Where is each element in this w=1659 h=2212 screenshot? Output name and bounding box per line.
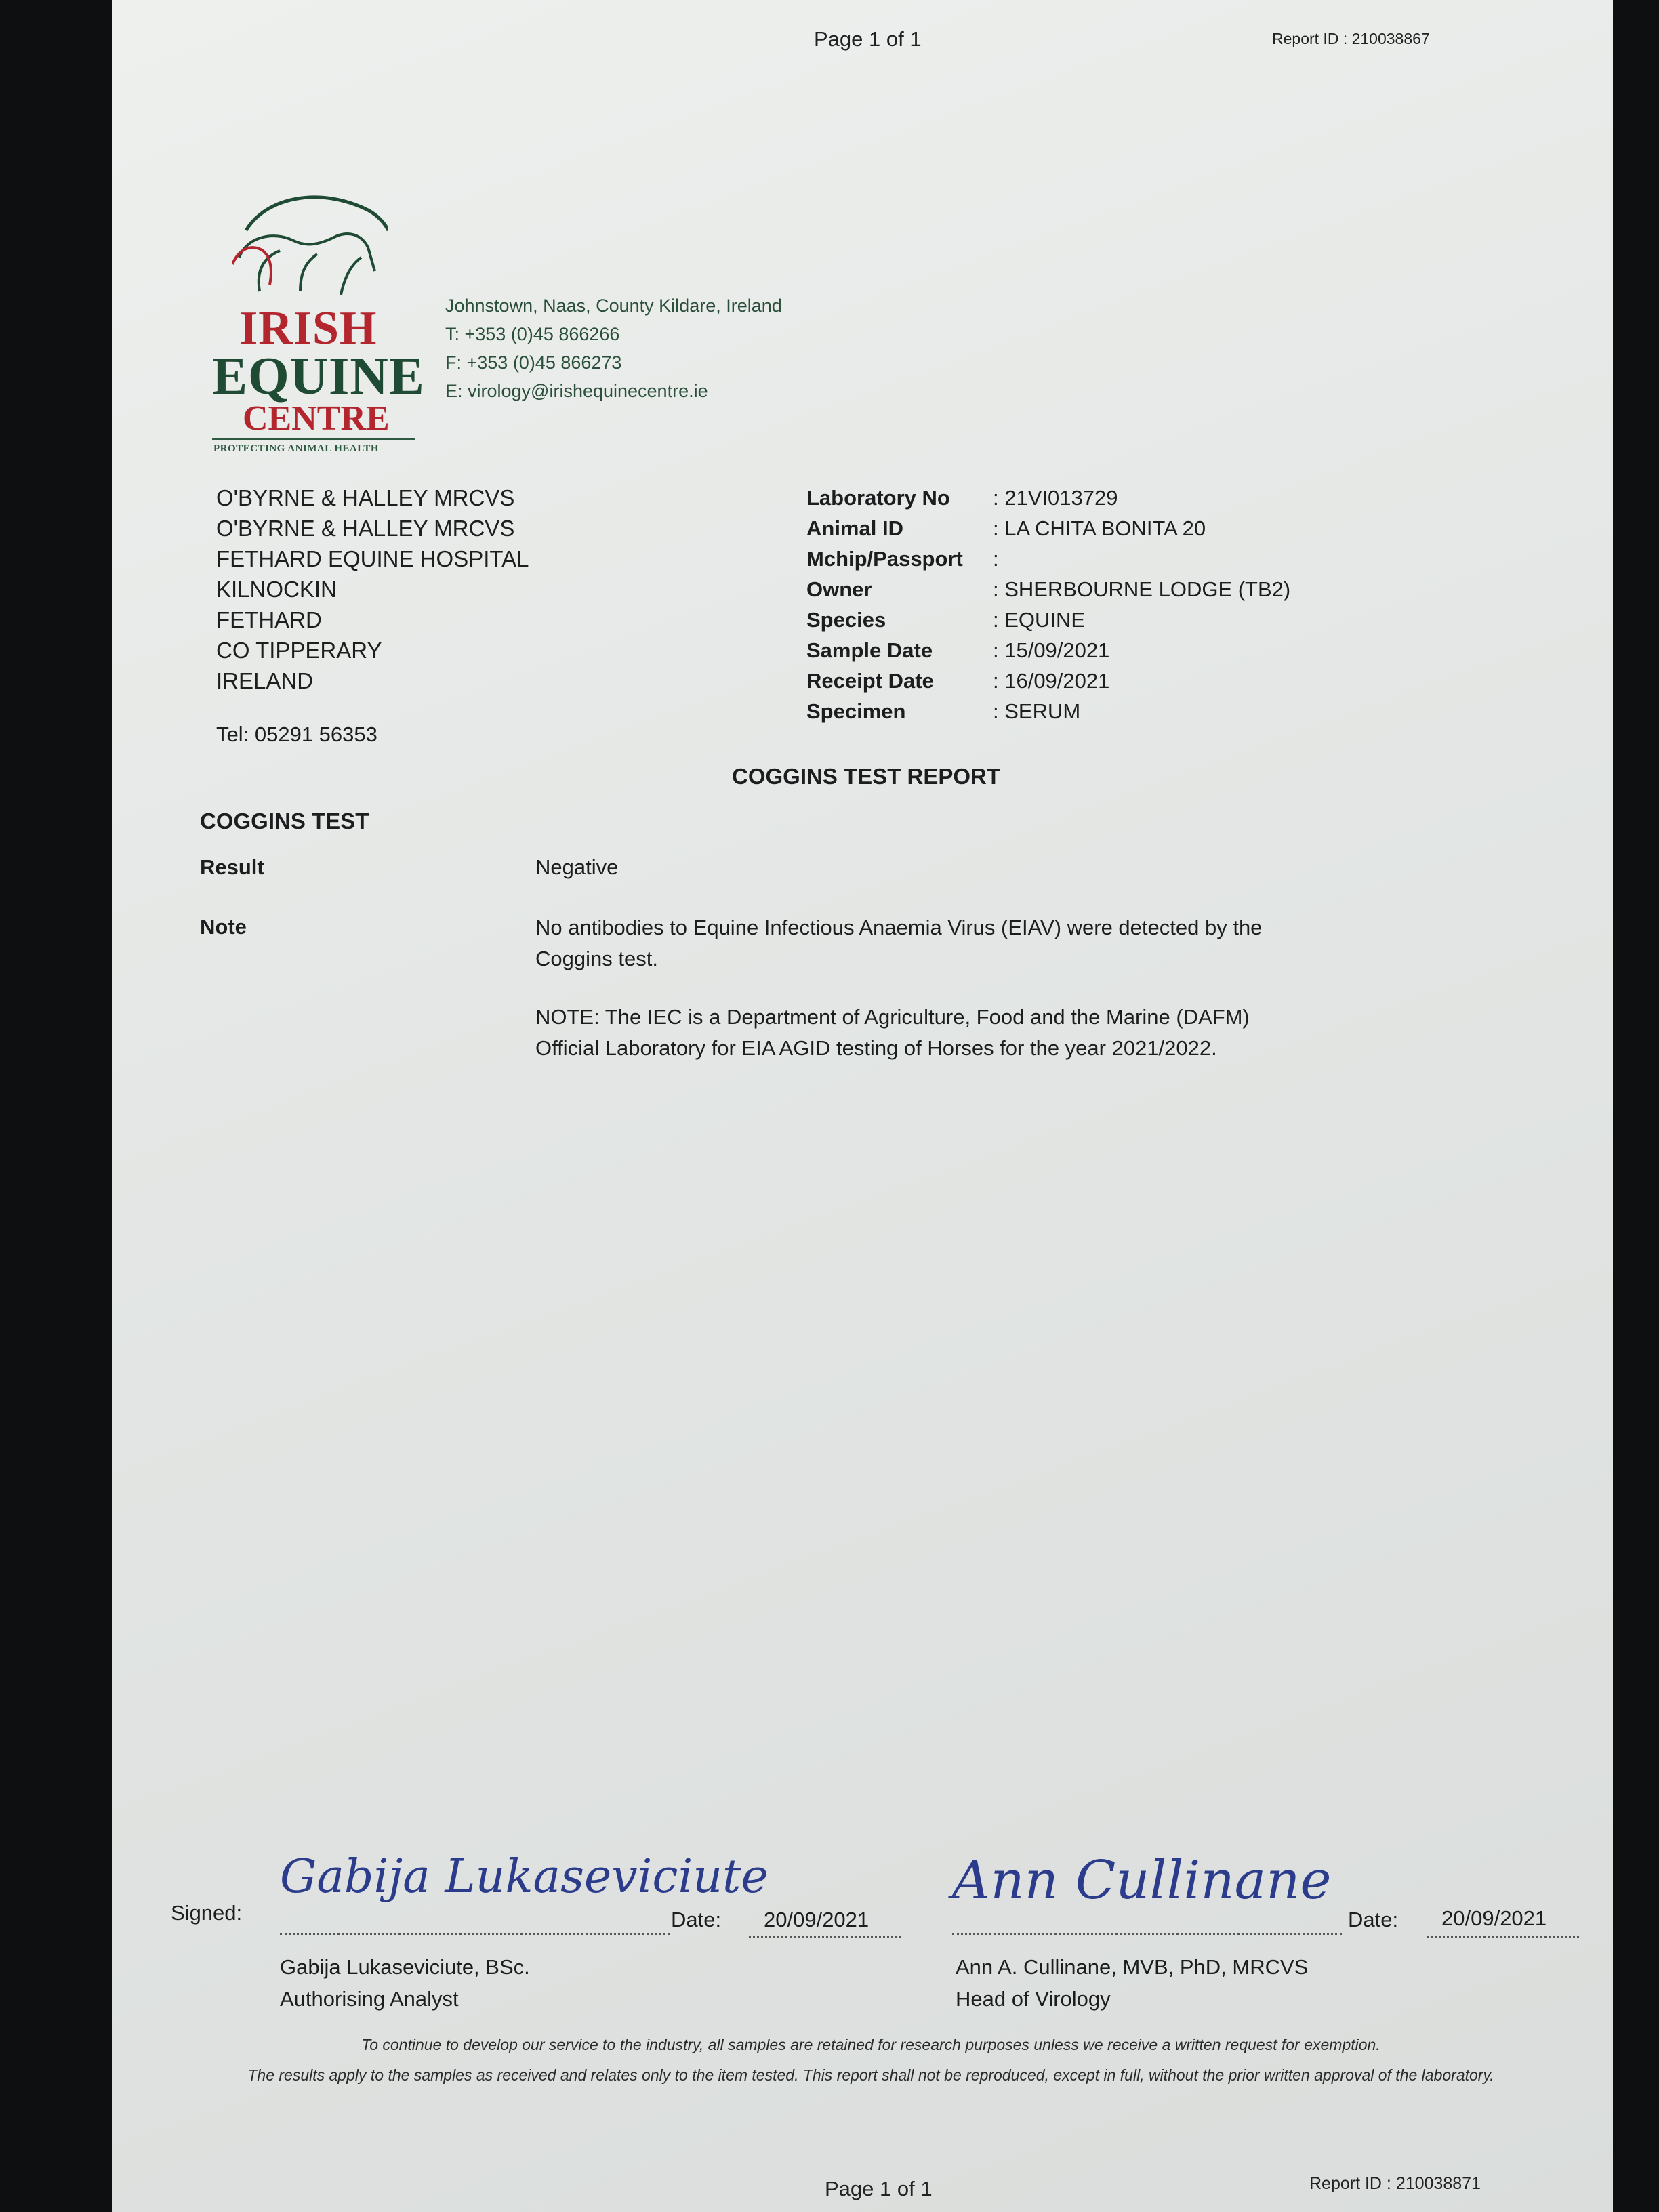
date-right: 20/09/2021 <box>1441 1906 1547 1930</box>
sample-value: : 21VI013729 <box>993 486 1118 510</box>
sample-value: : SHERBOURNE LODGE (TB2) <box>993 577 1291 601</box>
horse-logo-icon <box>232 183 388 298</box>
centre-fax: F: +353 (0)45 866273 <box>445 352 622 373</box>
head-signature-line <box>952 1933 1342 1936</box>
analyst-signature-line <box>280 1933 670 1936</box>
disclaimer-line-2: The results apply to the samples as received and relates only to the item tested. This report shall not be reproduced, except in full, without the prior written approval of the laboratory. <box>247 2066 1494 2084</box>
date-label-left: Date: <box>671 1908 722 1931</box>
logo-tagline: PROTECTING ANIMAL HEALTH <box>213 443 379 454</box>
disclaimer <box>247 2030 1494 2091</box>
analyst-name: Gabija Lukaseviciute, BSc. <box>280 1955 530 1979</box>
disclaimer-line-1: To continue to develop our service to the industry, all samples are retained for research purposes unless we receive a written request for exemption. <box>361 2036 1380 2053</box>
sample-value: : EQUINE <box>993 608 1086 632</box>
head-name: Ann A. Cullinane, MVB, PhD, MRCVS <box>956 1955 1309 1979</box>
sample-label: Sample Date <box>806 638 933 662</box>
logo-word-equine: EQUINE <box>212 346 425 405</box>
recipient-tel: Tel: 05291 56353 <box>216 722 377 746</box>
recipient-address <box>216 483 529 696</box>
sample-label: Mchip/Passport <box>806 547 963 571</box>
address-line: KILNOCKIN <box>216 577 337 602</box>
sample-label: Specimen <box>806 699 906 723</box>
sample-value: : 16/09/2021 <box>993 669 1110 693</box>
report-page <box>112 0 1613 2212</box>
sample-row <box>806 605 1290 635</box>
address-line: CO TIPPERARY <box>216 638 382 663</box>
sample-row <box>806 544 1290 574</box>
sample-row <box>806 696 1290 726</box>
logo-word-irish: IRISH <box>239 302 377 354</box>
sample-label: Receipt Date <box>806 669 934 693</box>
sample-label: Species <box>806 608 886 632</box>
centre-email[interactable]: E: virology@irishequinecentre.ie <box>445 381 708 401</box>
sample-label: Owner <box>806 577 872 601</box>
centre-address: Johnstown, Naas, County Kildare, Ireland <box>445 295 782 316</box>
dafm-note-text: NOTE: The IEC is a Department of Agriculture, Food and the Marine (DAFM) Official Laboratory for EIA AGID testing of Horses for the year 2021/2022. <box>535 1005 1250 1060</box>
address-line: IRELAND <box>216 668 314 693</box>
analyst-role: Authorising Analyst <box>280 1987 459 2011</box>
sample-label: Laboratory No <box>806 486 950 510</box>
address-line: O'BYRNE & HALLEY MRCVS <box>216 485 515 510</box>
address-line: FETHARD <box>216 607 322 632</box>
sample-value: : <box>993 547 999 571</box>
date-left: 20/09/2021 <box>764 1908 869 1931</box>
sample-value: : SERUM <box>993 699 1081 723</box>
sample-row <box>806 483 1290 513</box>
address-line: FETHARD EQUINE HOSPITAL <box>216 546 529 571</box>
head-role: Head of Virology <box>956 1987 1111 2011</box>
date-label-right: Date: <box>1348 1908 1399 1931</box>
sample-row <box>806 513 1290 544</box>
page-number-bottom: Page 1 of 1 <box>825 2177 933 2200</box>
signed-label: Signed: <box>171 1901 243 1925</box>
logo-word-centre: CENTRE <box>243 399 390 438</box>
section-heading: COGGINS TEST <box>200 808 369 834</box>
report-id-top: Report ID : 210038867 <box>1272 30 1430 47</box>
note-text: No antibodies to Equine Infectious Anaemia Virus (EIAV) were detected by the Coggins test. <box>535 916 1263 970</box>
logo-rule <box>212 438 415 440</box>
sample-row <box>806 574 1290 605</box>
note-label: Note <box>200 915 247 939</box>
sample-row <box>806 665 1290 696</box>
sample-value: : LA CHITA BONITA 20 <box>993 516 1206 540</box>
page-number-top: Page 1 of 1 <box>814 27 922 51</box>
sample-label: Animal ID <box>806 516 903 540</box>
centre-phone: T: +353 (0)45 866266 <box>445 324 620 344</box>
address-line: O'BYRNE & HALLEY MRCVS <box>216 516 515 541</box>
head-signature: Ann Cullinane <box>952 1850 1332 1911</box>
result-value: Negative <box>535 855 619 879</box>
sample-row <box>806 635 1290 665</box>
sample-details <box>806 483 1290 726</box>
date-right-line <box>1427 1936 1579 1938</box>
report-id-bottom: Report ID : 210038871 <box>1309 2174 1481 2193</box>
sample-value: : 15/09/2021 <box>993 638 1110 662</box>
analyst-signature: Gabija Lukaseviciute <box>280 1850 769 1904</box>
irish-equine-centre-logo <box>212 183 425 461</box>
centre-contact <box>445 291 782 405</box>
result-label: Result <box>200 855 264 879</box>
date-left-line <box>749 1936 901 1938</box>
report-title: COGGINS TEST REPORT <box>732 764 1001 789</box>
